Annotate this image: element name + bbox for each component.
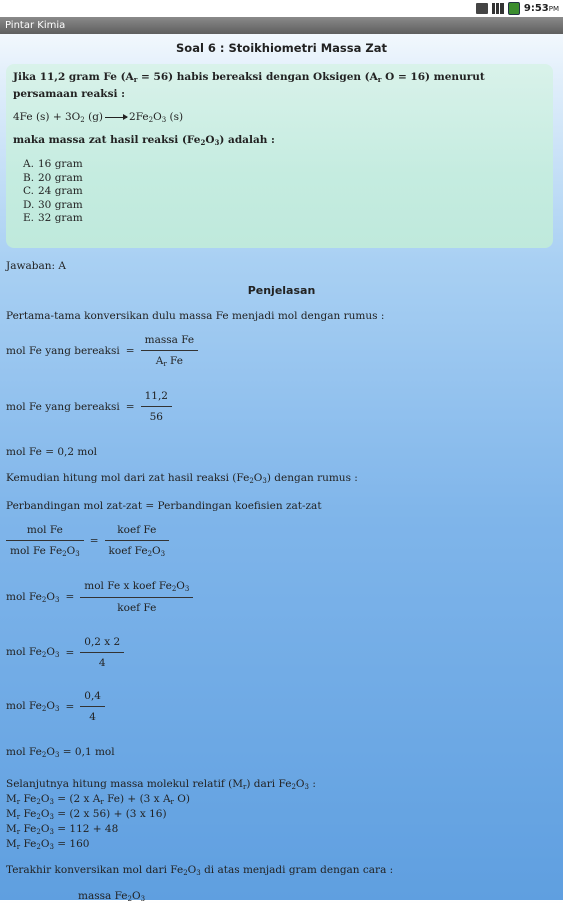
option-a[interactable]: A. 16 gram bbox=[23, 158, 83, 170]
mol-fe2o3-result: mol $Fe_2O_3 = 0,1$ mol bbox=[6, 746, 115, 759]
ratio-formula: $\frac{\text{mol Fe}}{mol Fe Fe_2O_3}$ = $\frac{\text{koef Fe}}{koef Fe_2O_3}$ bbox=[6, 524, 169, 558]
signal-icon bbox=[492, 3, 504, 14]
final-formula-partial: massa $Fe_2O_3$ bbox=[78, 890, 146, 903]
status-bar bbox=[0, 0, 563, 17]
mol-fe2o3-step1: mol $Fe_2O_3$ = $\frac{mol Fe x koef Fe_2O_3}{\text{koef Fe}}$ bbox=[6, 580, 193, 614]
option-c[interactable]: C. 24 gram bbox=[23, 185, 83, 197]
reaction-equation: 4Fe $(s) + 3O_2$ (g) $2Fe_2O_3$ (s) bbox=[13, 111, 184, 124]
explanation-p1: Pertama-tama konversikan dulu massa Fe menjadi mol dengan rumus : bbox=[6, 310, 385, 322]
question-text: Jika 11,2 gram Fe $(A_r = 56)$ habis bereaksi dengan Oksigen ($A_r$ O = 16) menurut persamaan reaksi : bbox=[13, 71, 485, 100]
reaction-arrow-icon bbox=[105, 117, 127, 118]
explanation-p3: Perbandingan mol zat-zat = Perbandingan koefisien zat-zat bbox=[6, 500, 322, 512]
app-title-bar bbox=[0, 17, 563, 34]
sd-card-icon bbox=[476, 3, 488, 14]
explanation-p5: Terakhir konversikan mol dari $Fe_2O_3$ di atas menjadi gram dengan cara : bbox=[6, 864, 394, 877]
question-title: Soal 6 : Stoikhiometri Massa Zat bbox=[176, 41, 387, 55]
mol-fe2o3-step3: mol $Fe_2O_3$ = $\frac{0,4}{4}$ bbox=[6, 690, 105, 723]
app-title: Pintar Kimia bbox=[5, 20, 66, 31]
battery-icon bbox=[508, 2, 520, 15]
option-b[interactable]: B. 20 gram bbox=[23, 171, 83, 184]
option-e[interactable]: E. 32 gram bbox=[23, 212, 83, 224]
question-ask: maka massa zat hasil reaksi $(Fe_2O_3)$ adalah : bbox=[13, 134, 275, 147]
mol-fe2o3-step2: mol $Fe_2O_3$ = $\frac{0,2 x 2}{4}$ bbox=[6, 636, 124, 669]
question-box bbox=[6, 64, 553, 248]
formula-mol-fe: mol Fe yang bereaksi = $\frac{\text{massa Fe}}{A_r Fe}$ bbox=[6, 334, 198, 368]
explanation-heading: Penjelasan bbox=[247, 284, 316, 297]
explanation-p2: Kemudian hitung mol dari zat hasil reaksi $(Fe_2O_3)$ dengan rumus : bbox=[6, 472, 358, 485]
answer-options bbox=[13, 158, 546, 226]
mr-calculation: Selanjutnya hitung massa molekul relatif $(M_r)$ dari $Fe_2O_3$ : $M_r$ $Fe_2O_3 = (2$ x $A_r$ Fe) + (3 x $A_r$ O) $M_r$ $Fe_2O_3 = (2$ x 56) + (3 x 16) $M_r$ $Fe_2O_3 = 112 + 48$ $M_r$ $Fe_2O_3 = 160$ bbox=[6, 778, 316, 851]
option-d[interactable]: D. 30 gram bbox=[23, 198, 83, 211]
formula-mol-fe-values: mol Fe yang bereaksi = $\frac{11,2}{56}$ bbox=[6, 390, 172, 423]
mol-fe-result: mol Fe = 0,2 mol bbox=[6, 446, 98, 458]
answer-text: Jawaban: A bbox=[6, 260, 66, 272]
main-content[interactable] bbox=[0, 34, 563, 903]
clock: 9:53PM bbox=[523, 3, 559, 14]
